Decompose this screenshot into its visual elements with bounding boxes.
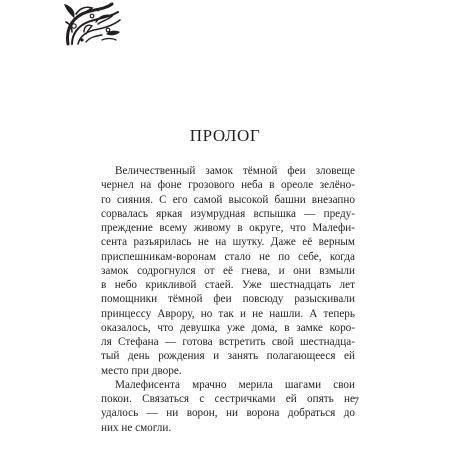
text-line: в небо крикливой стаей. Уже шестнадцать лет	[101, 279, 355, 291]
text-line: удалось — ни ворон, ни ворона добраться до	[101, 407, 355, 420]
text-line: место при дворе.	[101, 364, 182, 377]
text-line: сента разъярилась не на шутку. Даже её верным	[101, 236, 355, 249]
page-number: 7	[353, 396, 359, 408]
text-line: Величественный замок тёмной феи зловеще	[115, 165, 355, 177]
text-line: приспешникам-воронам стало не по себе, когда	[101, 250, 355, 263]
text-line: чернел на фоне грозового неба в ореоле зелёно-	[101, 179, 355, 192]
text-line: покои. Связаться с сестричками ей опять не	[101, 393, 355, 405]
text-line: них не смогли.	[101, 421, 172, 434]
text-line: замок содрогнулся от её гнева, и они взмыли	[101, 264, 355, 277]
text-line: тый день рождения и занять полагающееся ей	[101, 350, 355, 363]
text-line: го сияния. С его самой высокой башни внезапно	[101, 193, 355, 206]
text-line: преждение всему живому в округе, что Малефи-	[101, 222, 355, 234]
text-line: оказалось, что девушка уже дома, в замке коро-	[101, 321, 355, 334]
text-line: принцессу Аврору, но так и не нашли. А теперь	[101, 307, 355, 320]
text-line: Малефисента мрачно мерила шагами свои	[115, 378, 355, 391]
body-text	[101, 164, 355, 435]
text-line: сорвалась яркая изумрудная вспышка — преду-	[101, 207, 355, 220]
text-line: ля Стефана — готова встретить свой шестнадца-	[101, 336, 355, 348]
ornament-icon	[62, 2, 124, 46]
text-line: помощники тёмной феи повсюду разыскивали	[101, 293, 355, 306]
chapter-title: ПРОЛОГ	[189, 126, 261, 145]
